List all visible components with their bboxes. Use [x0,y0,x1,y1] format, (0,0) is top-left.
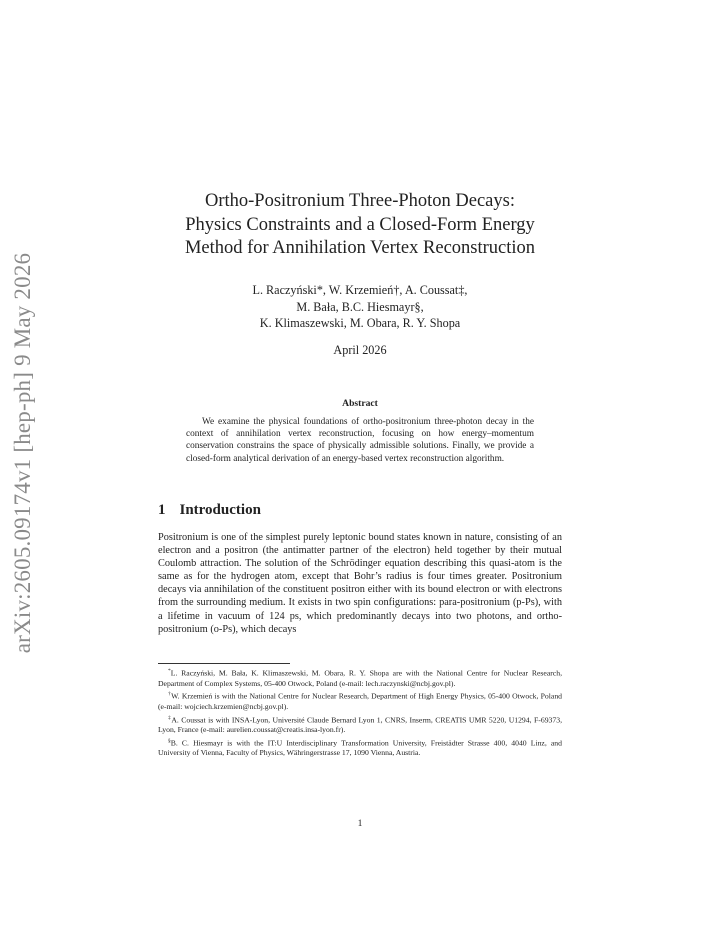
footnote [158,736,562,759]
footnote [158,689,562,712]
arxiv-stamp-text: arXiv:2605.09174v1 [hep-ph] 9 May 2026 [10,252,36,654]
author-line: L. Raczyński*, W. Krzemień†, A. Coussat‡, [252,283,468,297]
footnote-text: W. Krzemień is with the National Centre for Nuclear Research, Department of High Energy Physics, 05-400 Otwock, Poland (e-mail: wojciech.krzemien@ncbj.gov.pl). [158,691,563,711]
footnote-mark: * [168,668,171,674]
abstract-heading: Abstract [342,398,378,409]
footnote-mark: § [168,737,171,744]
footnote [158,713,562,736]
author-line: M. Bała, B.C. Hiesmayr§, [296,299,424,314]
author-line: K. Klimaszewski, M. Obara, R. Y. Shopa [259,316,461,330]
title-line: Physics Constraints and a Closed-Form Energy [185,214,535,235]
intro-paragraph: Positronium is one of the simplest purely leptonic bound states known in nature, consisting of an electron and a positron (the antimatter partner of the electron) held together by their mutual Coulomb attraction. The solution of the Schrödinger equation describing this quasi-atom is the same as for the hydrogen atom, except that Bohr’s radius is four times greater. Positronium decays via annihilation of the constituent positron either with its bound electron or with electrons from the surrounding medium. It exists in two spin configurations: para-positronium (p-Ps), with a lifetime in vacuum of 124 ps, which predominantly decays into two photons, and ortho-positronium (o-Ps), which decays [158,532,562,635]
footnote-text: A. Coussat is with INSA-Lyon, Université Claude Bernard Lyon 1, CNRS, Inserm, CREATIS UMR 5220, U1294, F-69373, Lyon, France (e-mail: aurelien.coussat@creatis.insa-lyon.fr). [158,715,562,735]
footnotes [158,666,562,759]
paper-title [150,190,570,261]
footnote-rule [158,663,290,664]
author-list [150,282,570,332]
footnote-text: B. C. Hiesmayr is with the IT:U Interdisciplinary Transformation University, Freistädter Strasse 400, 4040 Linz, and University of Vienna, Faculty of Physics, Währingerstrasse 17, 1090 Vienna, Austria. [158,738,562,758]
arxiv-stamp [4,252,42,654]
footnote-text: L. Raczyński, M. Bała, K. Klimaszewski, M. Obara, R. Y. Shopa are with the National Centre for Nuclear Research, Department of Complex Systems, 05-400 Otwock, Poland (e-mail: lech.raczynski@ncbj.gov.pl). [158,668,562,688]
footnote [158,666,562,689]
section-number: 1 [158,502,166,518]
footnote-mark: ‡ [168,714,172,721]
abstract-text: We examine the physical foundations of ortho-positronium three-photon decay in the context of annihilation vertex reconstruction, focusing on how energy–momentum conservation constrains the space of physically admissible solutions. Finally, we provide a closed-form analytical derivation of an energy-based vertex reconstruction algorithm. [186,417,534,464]
paper-date: April 2026 [333,343,387,357]
title-line: Method for Annihilation Vertex Reconstruction [184,238,536,258]
section-heading [158,502,261,519]
footnote-mark: † [168,691,172,698]
title-line: Ortho-Positronium Three-Photon Decays: [204,191,515,211]
page-number: 1 [357,818,363,829]
section-title: Introduction [179,502,261,518]
